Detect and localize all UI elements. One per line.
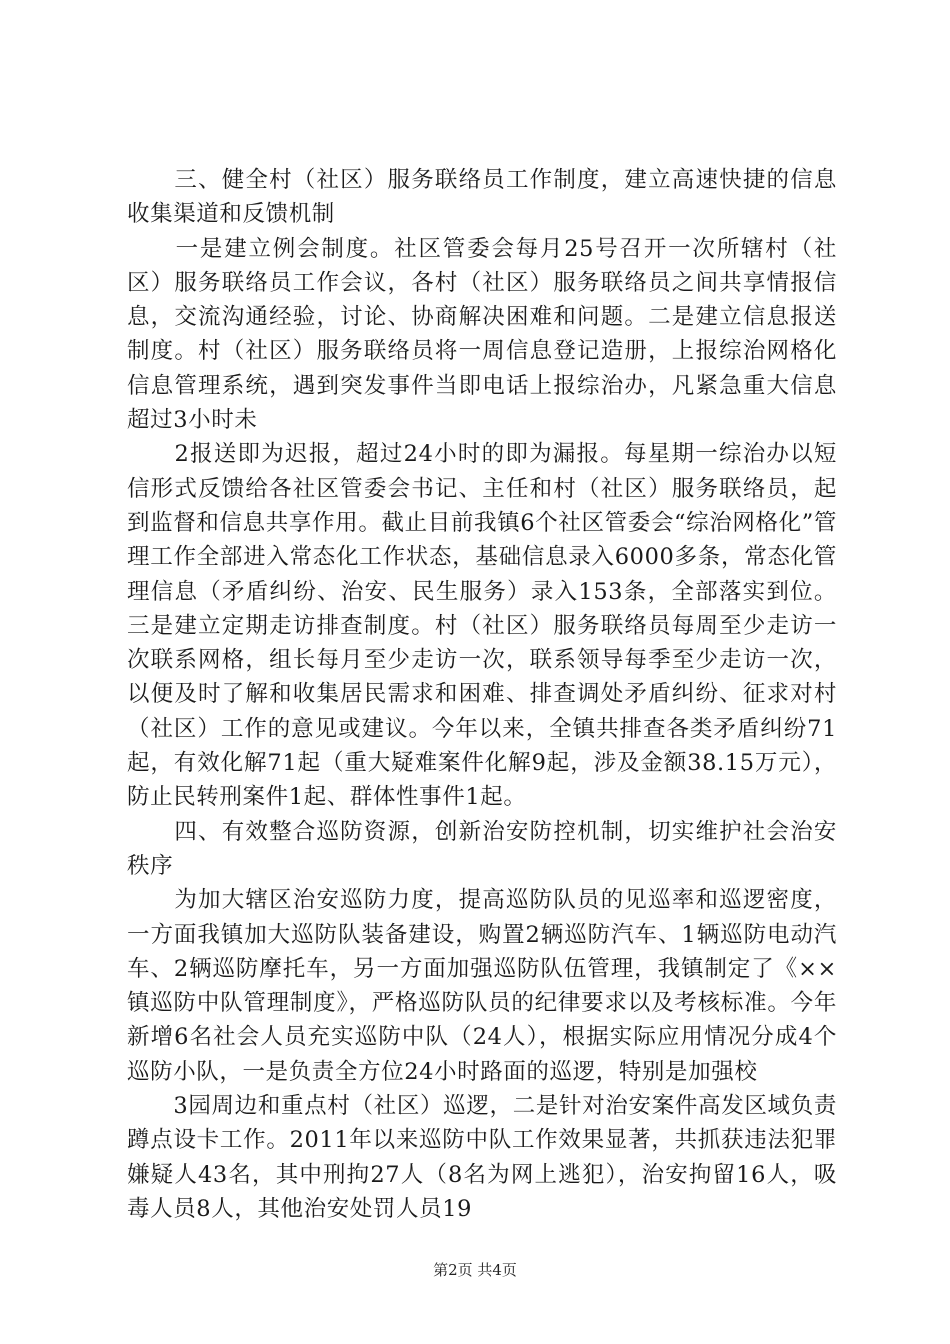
page-number-footer: 第2页 共4页 xyxy=(433,1261,517,1279)
paragraph: 2报送即为迟报，超过24小时的即为漏报。每星期一综治办以短信形式反馈给各社区管委会书记、主任和村（社区）服务联络员，起到监督和信息共享作用。截止目前我镇6个社区管委会“综治网格化”管理工作全部进入常态化工作状态，基础信息录入6000多条，常态化管理信息（矛盾纠纷、治安、民生服务）录入153条，全部落实到位。三是建立定期走访排查制度。村（社区）服务联络员每周至少走访一次联系网格，组长每月至少走访一次，联系领导每季至少走访一次，以便及时了解和收集居民需求和困难、排查调处矛盾纠纷、征求对村（社区）工作的意见或建议。今年以来，全镇共排查各类矛盾纠纷71起，有效化解71起（重大疑难案件化解9起，涉及金额38.15万元），防止民转刑案件1起、群体性事件1起。 xyxy=(127,441,837,811)
paragraph: 为加大辖区治安巡防力度，提高巡防队员的见巡率和巡逻密度，一方面我镇加大巡防队装备建设，购置2辆巡防汽车、1辆巡防电动汽车、2辆巡防摩托车，另一方面加强巡防队伍管理，我镇制定了《××镇巡防中队管理制度》，严格巡防队员的纪律要求以及考核标准。今年新增6名社会人员充实巡防中队（24人），根据实际应用情况分成4个巡防小队，一是负责全方位24小时路面的巡逻，特别是加强校 xyxy=(127,887,837,1085)
section-heading-3: 三、健全村（社区）服务联络员工作制度，建立高速快捷的信息收集渠道和反馈机制 xyxy=(127,167,837,228)
section-heading-4: 四、有效整合巡防资源，创新治安防控机制，切实维护社会治安秩序 xyxy=(127,818,837,879)
paragraph: 3园周边和重点村（社区）巡逻，二是针对治安案件高发区域负责蹲点设卡工作。2011年以来巡防中队工作效果显著，共抓获违法犯罪嫌疑人43名，其中刑拘27人（8名为网上逃犯），治安拘留16人，吸毒人员8人，其他治安处罚人员19 xyxy=(127,1093,837,1222)
document-body xyxy=(127,163,837,1226)
paragraph: 一是建立例会制度。社区管委会每月25号召开一次所辖村（社区）服务联络员工作会议，各村（社区）服务联络员之间共享情报信息，交流沟通经验，讨论、协商解决困难和问题。二是建立信息报送制度。村（社区）服务联络员将一周信息登记造册，上报综治网格化信息管理系统，遇到突发事件当即电话上报综治办，凡紧急重大信息超过3小时未 xyxy=(127,235,837,434)
